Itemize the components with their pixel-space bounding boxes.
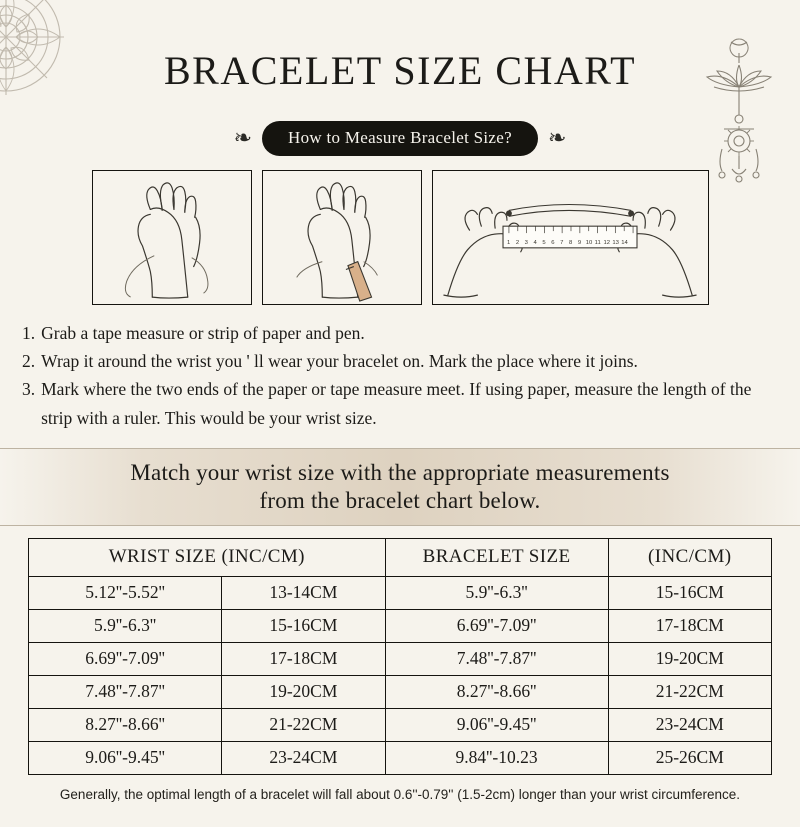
table-header-row: [29, 538, 772, 576]
footnote: Generally, the optimal length of a bracelet will fall about 0.6''-0.79'' (1.5-2cm) longer than your wrist circumference.: [59, 786, 741, 802]
cell-bracelet-inch: 7.48''-7.87'': [385, 642, 608, 675]
svg-text:9: 9: [577, 239, 581, 246]
step-text: Wrap it around the wrist you ' ll wear your bracelet on. Mark the place where it joins.: [41, 350, 638, 371]
svg-text:1: 1: [506, 239, 510, 246]
subtitle-row: [0, 121, 800, 156]
table-row: [29, 576, 772, 609]
cell-wrist-inch: 7.48''-7.87'': [29, 675, 222, 708]
cell-wrist-cm: 17-18CM: [222, 642, 385, 675]
cell-wrist-cm: 13-14CM: [222, 576, 385, 609]
table-row: [29, 609, 772, 642]
cell-wrist-cm: 15-16CM: [222, 609, 385, 642]
step-number: 1.: [22, 322, 36, 343]
how-to-measure-pill: How to Measure Bracelet Size?: [262, 121, 538, 156]
cell-bracelet-inch: 9.84''-10.23: [385, 741, 608, 774]
cell-bracelet-inch: 5.9''-6.3'': [385, 576, 608, 609]
svg-text:6: 6: [550, 239, 555, 246]
cell-bracelet-inch: 8.27''-8.66'': [385, 675, 608, 708]
cell-wrist-inch: 6.69''-7.09'': [29, 642, 222, 675]
svg-text:3: 3: [524, 239, 528, 246]
list-item: [22, 375, 778, 432]
cell-bracelet-cm: 23-24CM: [608, 708, 771, 741]
svg-text:13: 13: [611, 239, 619, 246]
flourish-right-icon: ❧: [547, 125, 567, 151]
svg-text:10: 10: [585, 239, 592, 246]
cell-wrist-cm: 23-24CM: [222, 741, 385, 774]
size-table-wrap: [28, 538, 772, 775]
band-line-2: from the bracelet chart below.: [259, 487, 541, 513]
svg-text:2: 2: [515, 239, 519, 246]
cell-bracelet-cm: 25-26CM: [608, 741, 771, 774]
step-text: Mark where the two ends of the paper or tape measure meet. If using paper, measure the length of the strip with a ruler. This would be your wrist size.: [41, 379, 756, 428]
illustration-row: [0, 170, 800, 305]
step-number: 3.: [22, 379, 36, 400]
svg-text:14: 14: [620, 239, 628, 246]
svg-text:7: 7: [559, 239, 563, 246]
steps-list: [22, 319, 778, 432]
cell-wrist-cm: 21-22CM: [222, 708, 385, 741]
svg-text:4: 4: [533, 239, 537, 246]
cell-wrist-inch: 9.06''-9.45'': [29, 741, 222, 774]
svg-text:11: 11: [594, 239, 601, 246]
cell-bracelet-inch: 9.06''-9.45'': [385, 708, 608, 741]
match-instruction-band: [0, 448, 800, 526]
step-text: Grab a tape measure or strip of paper and pen.: [41, 322, 365, 343]
size-chart-page: [0, 27, 800, 827]
illustration-hand-with-tape-measure: [92, 170, 252, 305]
header-bracelet-units: (INC/CM): [608, 538, 771, 576]
flourish-left-icon: ❧: [233, 125, 253, 151]
cell-bracelet-cm: 21-22CM: [608, 675, 771, 708]
illustration-hand-with-paper-strip: [262, 170, 422, 305]
step-number: 2.: [22, 350, 36, 371]
page-title: BRACELET SIZE CHART: [163, 47, 637, 93]
svg-text:5: 5: [541, 239, 546, 246]
cell-wrist-inch: 5.12''-5.52'': [29, 576, 222, 609]
list-item: [22, 319, 778, 347]
svg-text:12: 12: [603, 239, 610, 246]
cell-wrist-cm: 19-20CM: [222, 675, 385, 708]
size-table: [28, 538, 772, 775]
header-wrist-size: WRIST SIZE (INC/CM): [29, 538, 386, 576]
cell-bracelet-inch: 6.69''-7.09'': [385, 609, 608, 642]
cell-bracelet-cm: 19-20CM: [608, 642, 771, 675]
table-row: [29, 642, 772, 675]
cell-wrist-inch: 8.27''-8.66'': [29, 708, 222, 741]
band-line-1: Match your wrist size with the appropriate measurements: [130, 459, 670, 485]
cell-bracelet-cm: 15-16CM: [608, 576, 771, 609]
table-row: [29, 708, 772, 741]
table-row: [29, 675, 772, 708]
svg-text:8: 8: [568, 239, 572, 246]
cell-bracelet-cm: 17-18CM: [608, 609, 771, 642]
cell-wrist-inch: 5.9''-6.3'': [29, 609, 222, 642]
list-item: [22, 347, 778, 375]
table-row: [29, 741, 772, 774]
header-bracelet-size: BRACELET SIZE: [385, 538, 608, 576]
illustration-hands-measuring-with-ruler: [432, 170, 709, 305]
